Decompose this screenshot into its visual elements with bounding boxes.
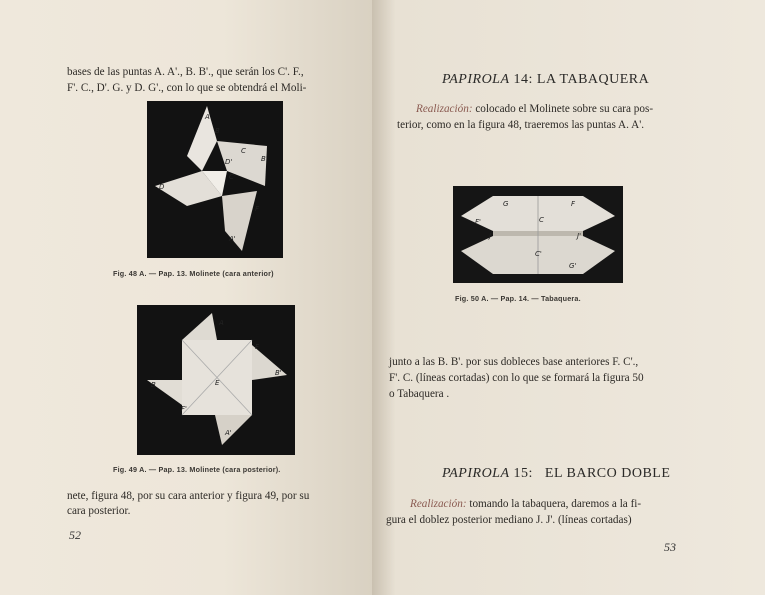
fig48-label-d-prime: D' — [225, 158, 233, 166]
heading-papirola-14 — [442, 72, 649, 88]
para1-line-1-text: colocado el Molinete sobre su cara pos- — [475, 103, 654, 115]
figure-50-photo — [453, 186, 623, 283]
figure-48-drawing — [147, 101, 283, 258]
fig49-label-a-prime: A' — [225, 429, 232, 437]
fig50-label-g-prime: G' — [569, 262, 577, 270]
intro-line-2: F'. C., D'. G. y D. G'., con lo que se obtendrá el Moli- — [67, 82, 307, 94]
fig49-label-a: A — [219, 319, 224, 327]
heading-14-prefix: PAPIROLA — [442, 72, 510, 87]
fig49-label-b: B — [151, 381, 156, 389]
para3-line-1 — [410, 496, 641, 512]
figure-50-drawing — [453, 186, 623, 283]
fig48-label-b-prime: B' — [261, 155, 268, 163]
para1-line-1 — [416, 101, 653, 117]
figure-49-photo — [137, 305, 295, 455]
fig50-label-j: J — [489, 232, 492, 240]
realizacion-label-1: Realización: — [416, 103, 473, 115]
heading-14-rest: 14: LA TABAQUERA — [513, 72, 650, 87]
fig49-label-e: E — [215, 379, 220, 387]
fig50-label-c: C — [539, 216, 544, 224]
fig48-label-a-prime: A' — [229, 235, 236, 243]
para3-line-2: gura el doblez posterior mediano J. J'. (líneas cortadas) — [386, 514, 632, 526]
fig50-label-f-prime: F' — [475, 218, 481, 226]
page-number-right: 53 — [664, 540, 676, 554]
closing-line-2: cara posterior. — [67, 505, 131, 517]
para2-line-1: junto a las B. B'. por sus dobleces base anteriores F. C'., — [389, 356, 639, 368]
fig48-label-c-prime: C' — [229, 173, 236, 181]
fig48-label-f: F — [255, 205, 260, 213]
figure-49-caption: Fig. 49 A. — Pap. 13. Molinete (cara posterior). — [113, 465, 281, 474]
figure-50-caption: Fig. 50 A. — Pap. 14. — Tabaquera. — [455, 294, 581, 303]
page-number-left: 52 — [69, 528, 81, 542]
right-page — [372, 0, 765, 595]
para3-line-1-text: tomando la tabaquera, daremos a la fi- — [469, 498, 642, 510]
realizacion-label-2: Realización: — [410, 498, 467, 510]
para1-line-2: terior, como en la figura 48, traeremos las puntas A. A'. — [397, 119, 645, 131]
intro-line-1: bases de las puntas A. A'., B. B'., que serán los C'. F., — [67, 66, 304, 78]
figure-48-caption: Fig. 48 A. — Pap. 13. Molinete (cara anterior) — [113, 269, 274, 278]
heading-15-prefix: PAPIROLA — [442, 466, 510, 481]
closing-line-1: nete, figura 48, por su cara anterior y figura 49, por su — [67, 490, 310, 502]
figure-49-drawing — [137, 305, 295, 455]
fig49-label-f: F — [255, 343, 260, 351]
fig50-label-j-prime: J' — [577, 232, 581, 240]
para2-line-2: F'. C. (líneas cortadas) con lo que se formará la figura 50 — [389, 372, 644, 384]
left-page — [0, 0, 372, 595]
heading-papirola-15 — [442, 466, 670, 482]
fig49-label-f-prime: F' — [181, 405, 187, 413]
para2-line-3: o Tabaquera . — [389, 388, 450, 400]
fig48-label-a: A — [205, 113, 210, 121]
fig50-label-f: F — [571, 200, 576, 208]
fig48-label-b: B — [215, 127, 220, 135]
figure-48-photo — [147, 101, 283, 258]
fig48-label-d: D — [159, 183, 165, 191]
heading-15-rest: 15: EL BARCO DOBLE — [513, 466, 671, 481]
fig50-label-g: G — [503, 200, 509, 208]
fig48-label-c: C — [241, 147, 246, 155]
fig49-label-b-prime: B' — [275, 369, 282, 377]
fig50-label-c-prime: C' — [535, 250, 542, 258]
